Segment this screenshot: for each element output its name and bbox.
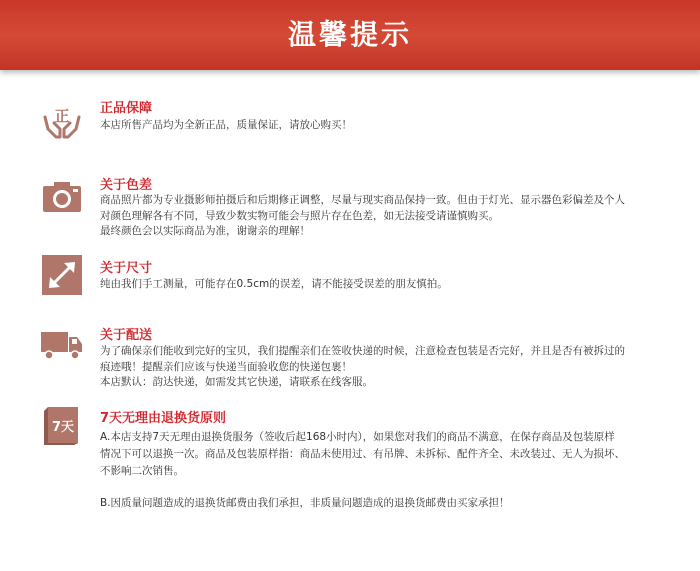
seven-day-text: 7天 <box>51 420 75 435</box>
section-text <box>100 277 685 293</box>
page-title: 温馨提示 <box>287 18 412 51</box>
authentic-char: 正 <box>54 107 70 125</box>
text-line: 对颜色理解各有不同，导致少数实物可能会与照片存在色差，如无法接受请谨慎购买。 <box>100 209 499 222</box>
text-line: 情况下可以退换一次。商品及包装原样指：商品未使用过、有吊牌、未拆标、配件齐全、未改装过、无人为损坏、 <box>100 448 625 460</box>
return-note: B.因质量问题造成的退换货邮费由我们承担，非质量问题造成的退换货邮费由买家承担！ <box>100 497 510 509</box>
section-title: 正品保障 <box>100 101 153 116</box>
text-line: 最终颜色会以实际商品为准，谢谢亲的理解！ <box>100 225 310 237</box>
section-text <box>100 344 685 391</box>
resize-arrow-icon <box>40 253 84 297</box>
authentic-hands-icon <box>40 99 84 143</box>
text-line: 本店所售产品均为全新正品，质量保证，请放心购买！ <box>100 119 352 131</box>
seven-day-return-icon <box>40 403 84 447</box>
section-title: 关于尺寸 <box>100 261 153 276</box>
text-line: 不影响二次销售。 <box>100 465 184 477</box>
text-line: 商品照片都为专业摄影师拍摄后和后期修正调整，尽量与现实商品保持一致。但由于灯光、显示器色彩偏差及个人 <box>100 194 625 206</box>
section-text <box>100 193 685 240</box>
section-title: 7天无理由退换货原则 <box>100 411 227 426</box>
text-line: 为了确保亲们能收到完好的宝贝，我们提醒亲们在签收快递的时候，注意检查包装是否完好，并且是否有被拆过的 <box>100 345 625 357</box>
section-title: 关于色差 <box>100 178 153 193</box>
section-text <box>100 118 685 134</box>
section-title: 关于配送 <box>100 328 153 343</box>
section-text <box>100 429 685 480</box>
text-line: 纯由我们手工测量，可能存在0.5cm的误差，请不能接受误差的朋友慎拍。 <box>100 278 448 290</box>
text-line: A.本店支持7天无理由退换货服务（签收后起168小时内），如果您对我们的商品不满意，在保存商品及包装原样 <box>100 431 615 443</box>
text-line: 痕迹哦！提醒亲们应该与快递当面验收您的快递包裹！ <box>100 360 352 373</box>
camera-icon <box>40 176 84 220</box>
text-line: 本店默认：韵达快递，如需发其它快递，请联系在线客服。 <box>100 376 373 388</box>
delivery-truck-icon <box>40 322 84 366</box>
